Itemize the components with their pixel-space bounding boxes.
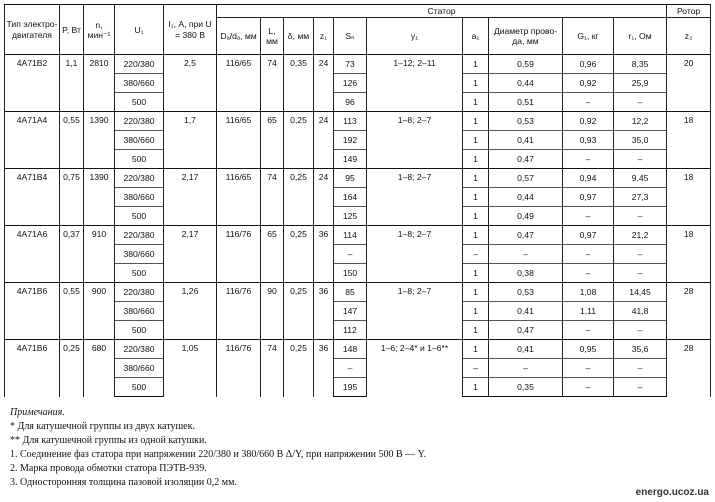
sn-cell: 164 <box>334 188 367 207</box>
sn-cell: 112 <box>334 321 367 340</box>
current-cell: 1,26 <box>164 283 217 340</box>
a1-cell: 1 <box>463 150 489 169</box>
voltage-cell: 500 <box>115 264 164 283</box>
table-row <box>5 55 711 74</box>
wire-cell: 0,38 <box>489 264 563 283</box>
sn-cell: 195 <box>334 378 367 397</box>
header-length: L, мм <box>261 18 284 55</box>
power-cell: 0,25 <box>60 340 84 397</box>
a1-cell: 1 <box>463 264 489 283</box>
voltage-cell: 500 <box>115 93 164 112</box>
g1-cell: – <box>563 359 614 378</box>
length-cell: 74 <box>261 169 284 226</box>
sn-cell: 73 <box>334 55 367 74</box>
power-cell: 1,1 <box>60 55 84 112</box>
gap-cell: 0,25 <box>284 226 314 283</box>
voltage-cell: 220/380 <box>115 226 164 245</box>
r1-cell: 35,6 <box>614 340 667 359</box>
a1-cell: 1 <box>463 340 489 359</box>
sn-cell: 95 <box>334 169 367 188</box>
sn-cell: 114 <box>334 226 367 245</box>
header-motor-type: Тип электро-двигателя <box>5 5 60 55</box>
table-row <box>5 226 711 245</box>
g1-cell: – <box>563 378 614 397</box>
a1-cell: – <box>463 245 489 264</box>
speed-cell: 680 <box>84 340 115 397</box>
sn-cell: 148 <box>334 340 367 359</box>
a1-cell: 1 <box>463 188 489 207</box>
wire-cell: 0,49 <box>489 207 563 226</box>
voltage-cell: 500 <box>115 321 164 340</box>
wire-cell: 0,47 <box>489 150 563 169</box>
current-cell: 1,7 <box>164 112 217 169</box>
motor-type-cell: 4А71В4 <box>5 169 60 226</box>
a1-cell: – <box>463 359 489 378</box>
wire-cell: 0,35 <box>489 378 563 397</box>
dims-cell: 116/65 <box>217 55 261 112</box>
sn-cell: 150 <box>334 264 367 283</box>
header-current: I₁, А, при U = 380 В <box>164 5 217 55</box>
wire-cell: – <box>489 359 563 378</box>
power-cell: 0,75 <box>60 169 84 226</box>
table-row <box>5 340 711 359</box>
header-sn: Sₙ <box>334 18 367 55</box>
r1-cell: – <box>614 207 667 226</box>
motor-type-cell: 4А71В6 <box>5 283 60 340</box>
g1-cell: – <box>563 264 614 283</box>
z2-cell: 20 <box>667 55 711 112</box>
header-g1: G₁, кг <box>563 18 614 55</box>
r1-cell: 41,8 <box>614 302 667 321</box>
g1-cell: 0,92 <box>563 112 614 131</box>
dims-cell: 116/76 <box>217 283 261 340</box>
a1-cell: 1 <box>463 207 489 226</box>
r1-cell: 21,2 <box>614 226 667 245</box>
g1-cell: 0,93 <box>563 131 614 150</box>
length-cell: 65 <box>261 226 284 283</box>
wire-cell: 0,44 <box>489 188 563 207</box>
header-stator-group: Статор <box>217 5 667 18</box>
sn-cell: 126 <box>334 74 367 93</box>
g1-cell: – <box>563 245 614 264</box>
g1-cell: – <box>563 321 614 340</box>
a1-cell: 1 <box>463 112 489 131</box>
speed-cell: 900 <box>84 283 115 340</box>
motor-type-cell: 4А71В2 <box>5 55 60 112</box>
gap-cell: 0,25 <box>284 169 314 226</box>
g1-cell: – <box>563 150 614 169</box>
speed-cell: 910 <box>84 226 115 283</box>
header-dims: Dₐ/dₐ, мм <box>217 18 261 55</box>
a1-cell: 1 <box>463 378 489 397</box>
wire-cell: 0,47 <box>489 321 563 340</box>
r1-cell: 9,45 <box>614 169 667 188</box>
power-cell: 0,37 <box>60 226 84 283</box>
y1-cell: 1–12; 2–11 <box>367 55 463 112</box>
g1-cell: 0,97 <box>563 226 614 245</box>
voltage-cell: 220/380 <box>115 112 164 131</box>
table-row <box>5 169 711 188</box>
a1-cell: 1 <box>463 226 489 245</box>
note-line: 2. Марка провода обмотки статора ПЭТВ-939. <box>10 463 207 474</box>
gap-cell: 0,25 <box>284 340 314 397</box>
header-y1: y₁ <box>367 18 463 55</box>
sn-cell: 147 <box>334 302 367 321</box>
wire-cell: 0,59 <box>489 55 563 74</box>
r1-cell: – <box>614 378 667 397</box>
length-cell: 74 <box>261 340 284 397</box>
table-row <box>5 112 711 131</box>
table-body <box>5 55 711 397</box>
sn-cell: 192 <box>334 131 367 150</box>
z2-cell: 18 <box>667 112 711 169</box>
header-voltage: U₁ <box>115 5 164 55</box>
motor-spec-table <box>4 4 711 397</box>
voltage-cell: 380/660 <box>115 245 164 264</box>
voltage-cell: 220/380 <box>115 340 164 359</box>
sn-cell: 113 <box>334 112 367 131</box>
g1-cell: 0,97 <box>563 188 614 207</box>
voltage-cell: 500 <box>115 207 164 226</box>
g1-cell: 1,08 <box>563 283 614 302</box>
speed-cell: 2810 <box>84 55 115 112</box>
motor-type-cell: 4А71В6 <box>5 340 60 397</box>
voltage-cell: 380/660 <box>115 188 164 207</box>
z1-cell: 24 <box>314 169 334 226</box>
voltage-cell: 500 <box>115 378 164 397</box>
wire-cell: 0,44 <box>489 74 563 93</box>
r1-cell: – <box>614 245 667 264</box>
r1-cell: – <box>614 93 667 112</box>
sn-cell: 149 <box>334 150 367 169</box>
z1-cell: 36 <box>314 226 334 283</box>
wire-cell: 0,53 <box>489 283 563 302</box>
r1-cell: 12,2 <box>614 112 667 131</box>
length-cell: 65 <box>261 112 284 169</box>
note-line: ** Для катушечной группы из одной катушки. <box>10 435 207 446</box>
y1-cell: 1–6; 2–4* и 1–6** <box>367 340 463 397</box>
note-line: * Для катушечной группы из двух катушек. <box>10 421 195 432</box>
length-cell: 90 <box>261 283 284 340</box>
header-z1: z₁ <box>314 18 334 55</box>
dims-cell: 116/76 <box>217 340 261 397</box>
header-gap: δ, мм <box>284 18 314 55</box>
current-cell: 1,05 <box>164 340 217 397</box>
voltage-cell: 220/380 <box>115 55 164 74</box>
notes-section <box>10 406 610 490</box>
a1-cell: 1 <box>463 55 489 74</box>
a1-cell: 1 <box>463 321 489 340</box>
z2-cell: 18 <box>667 169 711 226</box>
sn-cell: – <box>334 245 367 264</box>
current-cell: 2,17 <box>164 226 217 283</box>
g1-cell: 0,96 <box>563 55 614 74</box>
wire-cell: 0,47 <box>489 226 563 245</box>
voltage-cell: 220/380 <box>115 169 164 188</box>
a1-cell: 1 <box>463 74 489 93</box>
voltage-cell: 500 <box>115 150 164 169</box>
header-z2: z₂ <box>667 18 711 55</box>
gap-cell: 0,25 <box>284 283 314 340</box>
dims-cell: 116/76 <box>217 226 261 283</box>
sn-cell: 85 <box>334 283 367 302</box>
z1-cell: 36 <box>314 283 334 340</box>
speed-cell: 1390 <box>84 112 115 169</box>
g1-cell: – <box>563 207 614 226</box>
dims-cell: 116/65 <box>217 112 261 169</box>
header-wire-diameter: Диаметр прово-да, мм <box>489 18 563 55</box>
voltage-cell: 380/660 <box>115 74 164 93</box>
a1-cell: 1 <box>463 169 489 188</box>
z2-cell: 18 <box>667 226 711 283</box>
z1-cell: 24 <box>314 112 334 169</box>
r1-cell: – <box>614 359 667 378</box>
sn-cell: 125 <box>334 207 367 226</box>
note-line: 1. Соединение фаз статора при напряжении 220/380 и 380/660 В Δ/Y, при напряжении 500 В — Y. <box>10 449 427 460</box>
motor-type-cell: 4А71А6 <box>5 226 60 283</box>
wire-cell: 0,57 <box>489 169 563 188</box>
sn-cell: 96 <box>334 93 367 112</box>
r1-cell: – <box>614 264 667 283</box>
g1-cell: 0,95 <box>563 340 614 359</box>
gap-cell: 0,35 <box>284 55 314 112</box>
a1-cell: 1 <box>463 131 489 150</box>
r1-cell: 27,3 <box>614 188 667 207</box>
sn-cell: – <box>334 359 367 378</box>
header-rotor-group: Ротор <box>667 5 711 18</box>
r1-cell: 14,45 <box>614 283 667 302</box>
speed-cell: 1390 <box>84 169 115 226</box>
voltage-cell: 380/660 <box>115 302 164 321</box>
wire-cell: 0,53 <box>489 112 563 131</box>
wire-cell: – <box>489 245 563 264</box>
wire-cell: 0,41 <box>489 302 563 321</box>
g1-cell: 0,92 <box>563 74 614 93</box>
watermark: energo.ucoz.ua <box>635 487 709 498</box>
r1-cell: – <box>614 321 667 340</box>
current-cell: 2,17 <box>164 169 217 226</box>
header-speed: n, мин⁻¹ <box>84 5 115 55</box>
gap-cell: 0,25 <box>284 112 314 169</box>
z1-cell: 24 <box>314 55 334 112</box>
a1-cell: 1 <box>463 283 489 302</box>
voltage-cell: 380/660 <box>115 131 164 150</box>
power-cell: 0,55 <box>60 283 84 340</box>
r1-cell: 25,9 <box>614 74 667 93</box>
header-r1: r₁, Ом <box>614 18 667 55</box>
header-power: P, Вт <box>60 5 84 55</box>
g1-cell: 1,11 <box>563 302 614 321</box>
y1-cell: 1–8; 2–7 <box>367 112 463 169</box>
y1-cell: 1–8; 2–7 <box>367 169 463 226</box>
dims-cell: 116/65 <box>217 169 261 226</box>
motor-type-cell: 4А71А4 <box>5 112 60 169</box>
note-line: 3. Односторонняя толщина пазовой изоляции 0,2 мм. <box>10 477 237 488</box>
z2-cell: 28 <box>667 283 711 340</box>
r1-cell: 35,0 <box>614 131 667 150</box>
y1-cell: 1–8; 2–7 <box>367 283 463 340</box>
r1-cell: 8,35 <box>614 55 667 74</box>
r1-cell: – <box>614 150 667 169</box>
length-cell: 74 <box>261 55 284 112</box>
y1-cell: 1–8; 2–7 <box>367 226 463 283</box>
current-cell: 2,5 <box>164 55 217 112</box>
wire-cell: 0,41 <box>489 131 563 150</box>
z2-cell: 28 <box>667 340 711 397</box>
header-a1: a₁ <box>463 18 489 55</box>
voltage-cell: 380/660 <box>115 359 164 378</box>
table-row <box>5 283 711 302</box>
power-cell: 0,55 <box>60 112 84 169</box>
wire-cell: 0,51 <box>489 93 563 112</box>
a1-cell: 1 <box>463 302 489 321</box>
voltage-cell: 220/380 <box>115 283 164 302</box>
wire-cell: 0,41 <box>489 340 563 359</box>
g1-cell: 0,94 <box>563 169 614 188</box>
notes-title: Примечания. <box>10 407 65 418</box>
g1-cell: – <box>563 93 614 112</box>
a1-cell: 1 <box>463 93 489 112</box>
z1-cell: 36 <box>314 340 334 397</box>
